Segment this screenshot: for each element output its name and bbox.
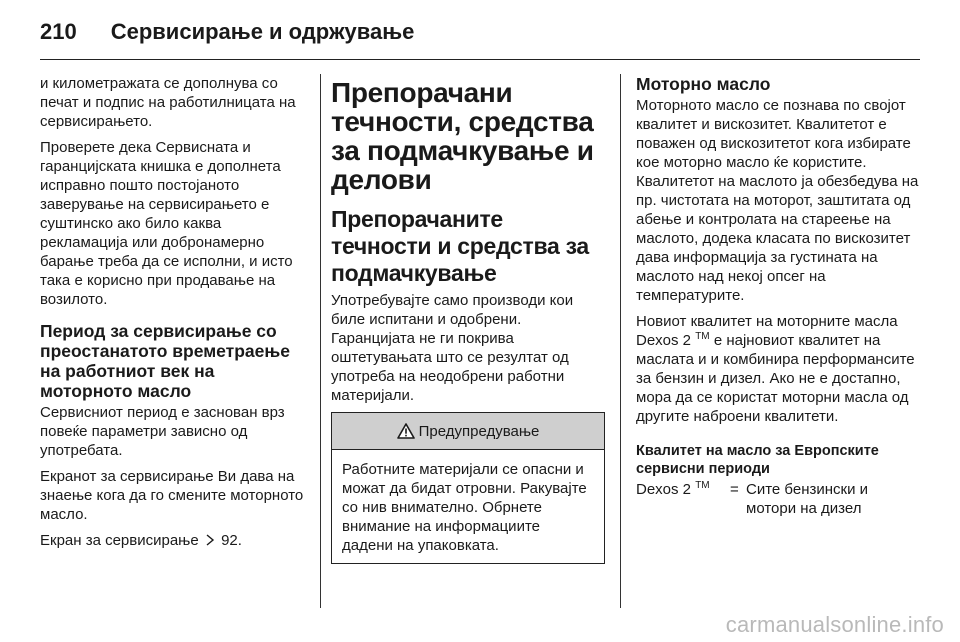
watermark: carmanualsonline.info xyxy=(725,612,944,637)
paragraph-reference xyxy=(40,531,310,550)
spec-row xyxy=(636,480,920,518)
warning-title: Предупредување xyxy=(418,422,540,440)
warning-box xyxy=(331,412,605,564)
paragraph: Сервисниот период е заснован врз повеќе параметри зависно од употребата. xyxy=(40,404,285,459)
warning-text: Работните материјали се опасни и можат да бидат отровни. Ракувајте со нив внимателно. Обрнете внимание на информациите дадени на упаковката. xyxy=(342,461,587,554)
spec-value: Сите бензински и мотори на дизел xyxy=(746,481,868,517)
reference-page[interactable]: 92. xyxy=(221,532,242,549)
warning-body xyxy=(332,450,604,563)
warning-header xyxy=(332,413,604,450)
paragraph: Моторното масло се познава по својот квалитет и вискозитет. Квалитетот е поважен од вискозитетот кога избирате кое моторно масло ќе користите. Квалитетот на маслото ја обезбедува на пр. чистотата на моторот, заштитата од абење и контролата на стареење на маслото, додека класата по вискозитет дава информација за густината на маслото над некој опсег на температурите. xyxy=(636,97,919,304)
paragraph: Проверете дека Сервисната и гаранцијската книшка е дополнета исправно пошто постојаното заверување на сервисирањето е суштинско ако било каква рекламација или добронамерно барање треба да се исполни, и исто така е корисно при продавање на возилото. xyxy=(40,139,293,308)
spec-key-text: Dexos 2 xyxy=(636,481,692,498)
spec-key xyxy=(636,480,730,518)
section-heading-service-period: Период за сервисирање со преостанатото времетраење на работниот век на моторното масло xyxy=(40,321,290,401)
dexos-text-pre: Новиот квалитет на моторните масла Dexos 2 xyxy=(636,313,898,349)
trademark-mark: TM xyxy=(695,480,710,491)
column-left xyxy=(40,74,310,557)
trademark-mark: TM xyxy=(695,331,710,342)
section-heading-oil-quality: Квалитет на масло за Европските сервисни периоди xyxy=(636,443,879,477)
reference-text: Екран за сервисирање xyxy=(40,532,199,549)
column-right xyxy=(636,74,920,518)
paragraph: и километражата се дополнува со печат и подпис на работилницата на сервисирањето. xyxy=(40,75,296,130)
paragraph: Екранот за сервисирање Ви дава на знаење кога да го смените моторното масло. xyxy=(40,468,304,523)
spec-equals: = xyxy=(730,481,739,498)
chapter-title: Сервисирање и одржување xyxy=(110,19,415,44)
dexos-text-post: е најновиот квалитет на маслата и и комбинира перформансите за бензин и дизел. Ако не е достапно, мора да се користат моторни масла од другите наброени квалитети. xyxy=(636,332,915,425)
section-title: Препорачани течности, средства за подмачкување и делови xyxy=(331,77,594,195)
warning-triangle-icon xyxy=(397,423,415,439)
column-middle xyxy=(331,74,605,564)
paragraph-dexos xyxy=(636,312,920,426)
subsection-title: Препорачаните течности и средства за подмачкување xyxy=(331,206,589,286)
header-divider xyxy=(40,59,920,60)
section-heading-engine-oil: Моторно масло xyxy=(636,74,771,94)
page-header xyxy=(40,12,920,52)
page-number: 210 xyxy=(40,19,77,44)
page-reference-arrow-icon[interactable] xyxy=(205,534,215,546)
paragraph: Употребувајте само производи кои биле испитани и одобрени. Гаранцијата не ги покрива оштетувањата што се резултат од употреба на неодобрени работни материјали. xyxy=(331,292,574,404)
column-divider-left xyxy=(320,74,321,608)
column-divider-right xyxy=(620,74,621,608)
